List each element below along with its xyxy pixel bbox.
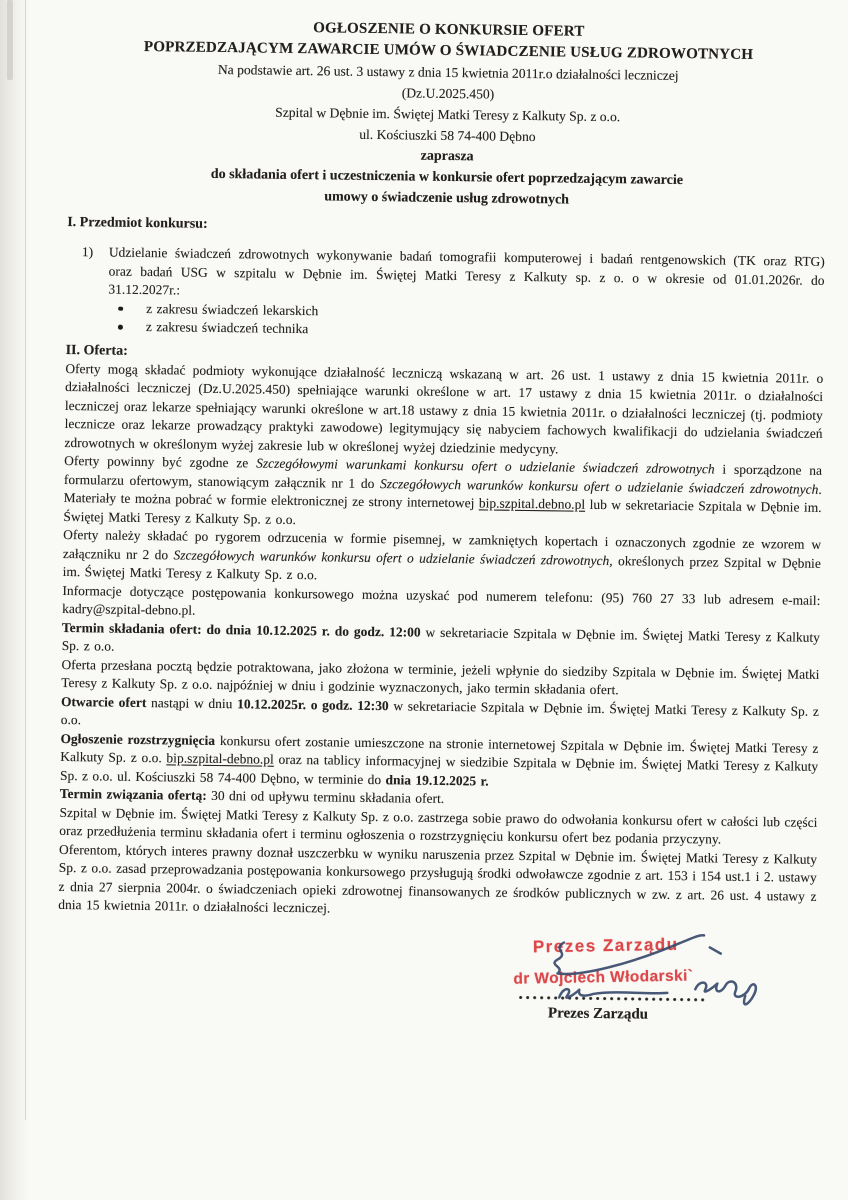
item-number: 1) bbox=[81, 244, 94, 260]
document-content bbox=[57, 15, 828, 1033]
journal-reference: (Dz.U.2025.450) bbox=[401, 85, 495, 102]
title-line-1: OGŁOSZENIE O KONKURSIE OFERT bbox=[313, 20, 585, 40]
paragraph-contact-info: Informacje dotyczące postępowania konkursowego można uzyskać pod numerem telefonu: (95) 760 27 33 lub adresem e-mail: kadry@szpital-debno.pl. bbox=[62, 582, 821, 618]
title-line-2: POPRZEDZAJĄCYM ZAWARCIE UMÓW O ŚWIADCZENIE USŁUG ZDROWOTNYCH bbox=[143, 38, 754, 63]
paragraph-submission-form: Oferty należy składać po rygorem odrzucenia w formie pisemnej, w zamkniętych kopertach i oznaczonych zgodnie ze wzorem w załączniku nr 2 do Szczegółowych warunków konkursu ofert o udzielanie świadczeń zdrowotnych, określonych przez Szpital w Dębnie im. Świętej Matki Teresy z Kalkuty Sp. z o.o. bbox=[62, 526, 822, 583]
paragraph-opening: Otwarcie ofert nastąpi w dniu 10.12.2025r. o godz. 12:30 w sekretariacie Szpitala w Dębnie im. Świętej Matki Teresy z Kalkuty Sp. z o.o. bbox=[60, 693, 820, 728]
signature-tick bbox=[710, 947, 721, 953]
item-text: Udzielanie świadczeń zdrowotnych wykonywanie badań tomografii komputerowej i badań rentgenowskich (TK oraz RTG) oraz badań USG w szpitalu w Dębnie im. Świętej Matki Teresy z Kalkuty sp. z o. o w okresie od 01.01.2026r. do 31.12.2027r.: bbox=[108, 244, 825, 298]
paragraph-eligibility: Oferty mogą składać podmioty wykonujące działalność leczniczą wskazaną w art. 26 ust. 1 ustawy z dnia 15 kwietnia 2011r. o działalności leczniczej (Dz.U.2025.450) spełniające warunki określone w art. 17 ustawy z dnia 15 kwietnia 2011r. o działalności leczniczej oraz lekarze spełniający warunki określone w art.18 ustawy z dnia 15 kwietnia 2011r. o działalności leczniczej (tj. podmioty lecznicze oraz lekarze prowadzący praktyki zawodowe) legitymujący się nabyciem fachowych kwalifikacji do udzielania świadczeń zdrowotnych w określonym wyżej zakresie lub w określonej wyżej dziedzinie medycyny. bbox=[64, 360, 824, 456]
paragraph-appeals: Oferentom, których interes prawny doznał uszczerbku w wyniku naruszenia przez Szpital w Dębnie im. Świętej Matki Teresy z Kalkuty Sp. z o.o. zasad przeprowadzania postępowania konkursowego przysługują środki odwoławcze zgodnie z art. 153 i 154 ust.1 i 2. ustawy z dnia 27 sierpnia 2004r. o świadczeniach opieki zdrowotnej finansowanych ze środków publicznych w zw. z art. 26 ust. 4 ustawy z dnia 15 kwietnia 2011r. o działalności leczniczej. bbox=[58, 841, 818, 916]
signature-block bbox=[509, 934, 810, 1033]
paragraph-results: Ogłoszenie rozstrzygnięcia konkursu ofert zostanie umieszczone na stronie internetowej Szpitala w Dębnie im. Świętej Matki Teresy z Kalkuty Sp. z o.o. bip.szpital-debno.pl oraz na tablicy informacyjnej w siedzibie Szpitala w Dębnie im. Świętej Matki Teresy z Kalkuty Sp. z o.o. ul. Kościuszki 58 74-400 Dębno, w terminie do dnia 19.12.2025 r. bbox=[59, 730, 819, 789]
paragraph-mail-rule: Oferta przesłana pocztą będzie potraktowana, jako złożona w terminie, jeżeli wpłynie do siedziby Szpitala w Dębnie im. Świętej Matki Teresy z Kalkuty Sp. z o.o. najpóźniej w dniu i godzinie wyznaczonych, jako termin składania ofert. bbox=[61, 656, 820, 698]
legal-basis-line: Na podstawie art. 26 ust. 3 ustawy z dnia 15 kwietnia 2011r.o działalności leczniczej bbox=[217, 61, 679, 83]
section-2-heading: II. Oferta: bbox=[65, 342, 128, 359]
invitation-line-2: umowy o świadczenie usług zdrowotnych bbox=[324, 189, 570, 208]
scan-edge-artifact bbox=[7, 0, 13, 80]
invites-word: zaprasza bbox=[420, 148, 474, 165]
section-1-heading: I. Przedmiot konkursu: bbox=[67, 214, 208, 232]
paragraph-deadline: Termin składania ofert: do dnia 10.12.2025 r. do godz. 12:00 w sekretariacie Szpitala w Dębnie im. Świętej Matki Teresy z Kalkuty Sp. z o.o. bbox=[61, 619, 821, 654]
hospital-name: Szpital w Dębnie im. Świętej Matki Teresy z Kalkuty Sp. z o.o. bbox=[275, 104, 621, 125]
paragraph-reservation: Szpital w Dębnie im. Świętej Matki Teresy z Kalkuty Sp. z o.o. zastrzega sobie prawo do odwołania konkursu ofert w całości lub części oraz przedłużenia terminu składania ofert i terminu ogłoszenia o rozstrzygnięciu konkursu ofert bez podania przyczyny. bbox=[59, 804, 818, 847]
document-header bbox=[68, 15, 828, 214]
invitation-line-1: do składania ofert i uczestniczenia w konkursie ofert poprzedzającym zawarcie bbox=[210, 166, 684, 189]
signature-dotted-line bbox=[517, 994, 705, 1001]
signatory-title: Prezes Zarządu bbox=[547, 1004, 649, 1023]
subject-item-1 bbox=[66, 243, 825, 308]
scan-edge-line bbox=[25, 0, 26, 1120]
bullet-text: z zakresu świadczeń lekarskich bbox=[146, 300, 319, 318]
paragraph-offer-form: Oferty powinny być zgodne ze Szczegółowymi warunkami konkursu ofert o udzielanie świadczeń zdrowotnych i sporządzone na formularzu ofertowym, stanowiącym załącznik nr 1 do Szczegółowych warunków konkursu ofert o udzielanie świadczeń zdrowotnych. Materiały te można pobrać w formie elektronicznej ze strony internetowej bip.szpital.debno.pl lub w sekretariacie Szpitala w Dębnie im. Świętej Matki Teresy z Kalkuty Sp. z o.o. bbox=[63, 452, 823, 527]
hospital-address: ul. Kościuszki 58 74-400 Dębno bbox=[359, 126, 536, 145]
stamp-title-line: Prezes Zarządu bbox=[532, 934, 679, 956]
bullet-text: z zakresu świadczeń technika bbox=[145, 319, 309, 337]
stamp-name-line: dr Wojciech Włodarski` bbox=[513, 966, 694, 988]
bullet-dot-icon bbox=[118, 325, 123, 330]
bullet-dot-icon bbox=[118, 306, 123, 311]
paragraph-binding-term: Termin związania ofertą: 30 dni od upływu terminu składania ofert. bbox=[59, 785, 445, 806]
